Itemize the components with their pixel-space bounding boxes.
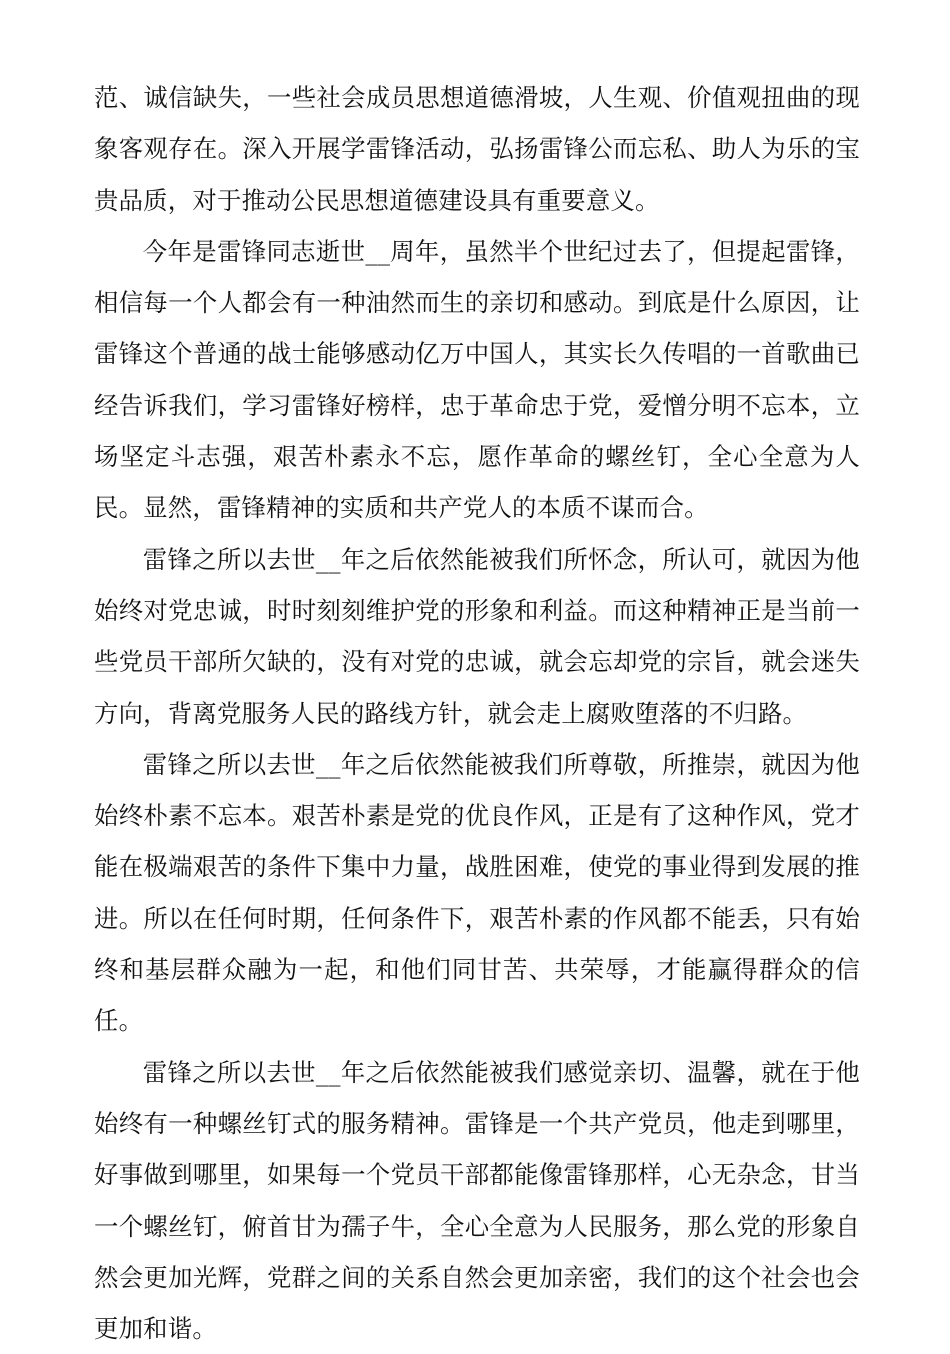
paragraph-simplicity: 雷锋之所以去世__年之后依然能被我们所尊敬，所推崇，就因为他始终朴素不忘本。艰苦朴素是党的优良作风，正是有了这种作风，党才能在极端艰苦的条件下集中力量，战胜困难，使党的事业得到发展的推进。所以在任何时期，任何条件下，艰苦朴素的作风都不能丢，只有始终和基层群众融为一起，和他们同甘苦、共荣辱，才能赢得群众的信任。 [94,749,860,1036]
paragraph-continuation: 范、诚信缺失，一些社会成员思想道德滑坡，人生观、价值观扭曲的现象客观存在。深入开展学雷锋活动，弘扬雷锋公而忘私、助人为乐的宝贵品质，对于推动公民思想道德建设具有重要意义。 [94,83,860,215]
paragraph-loyalty: 雷锋之所以去世__年之后依然能被我们所怀念，所认可，就因为他始终对党忠诚，时时刻刻维护党的形象和利益。而这种精神正是当前一些党员干部所欠缺的，没有对党的忠诚，就会忘却党的宗旨，就会迷失方向，背离党服务人民的路线方针，就会走上腐败堕落的不归路。 [94,544,860,728]
document-body [94,72,860,1354]
paragraph-anniversary: 今年是雷锋同志逝世__周年，虽然半个世纪过去了，但提起雷锋，相信每一个人都会有一种油然而生的亲切和感动。到底是什么原因，让雷锋这个普通的战士能够感动亿万中国人，其实长久传唱的一首歌曲已经告诉我们，学习雷锋好榜样，忠于革命忠于党，爱憎分明不忘本，立场坚定斗志强，艰苦朴素永不忘，愿作革命的螺丝钉，全心全意为人民。显然，雷锋精神的实质和共产党人的本质不谋而合。 [94,236,860,523]
paragraph-service: 雷锋之所以去世__年之后依然能被我们感觉亲切、温馨，就在于他始终有一种螺丝钉式的服务精神。雷锋是一个共产党员，他走到哪里，好事做到哪里，如果每一个党员干部都能像雷锋那样，心无杂念，甘当一个螺丝钉，俯首甘为孺子牛，全心全意为人民服务，那么党的形象自然会更加光辉，党群之间的关系自然会更加亲密，我们的这个社会也会更加和谐。 [94,1057,860,1344]
